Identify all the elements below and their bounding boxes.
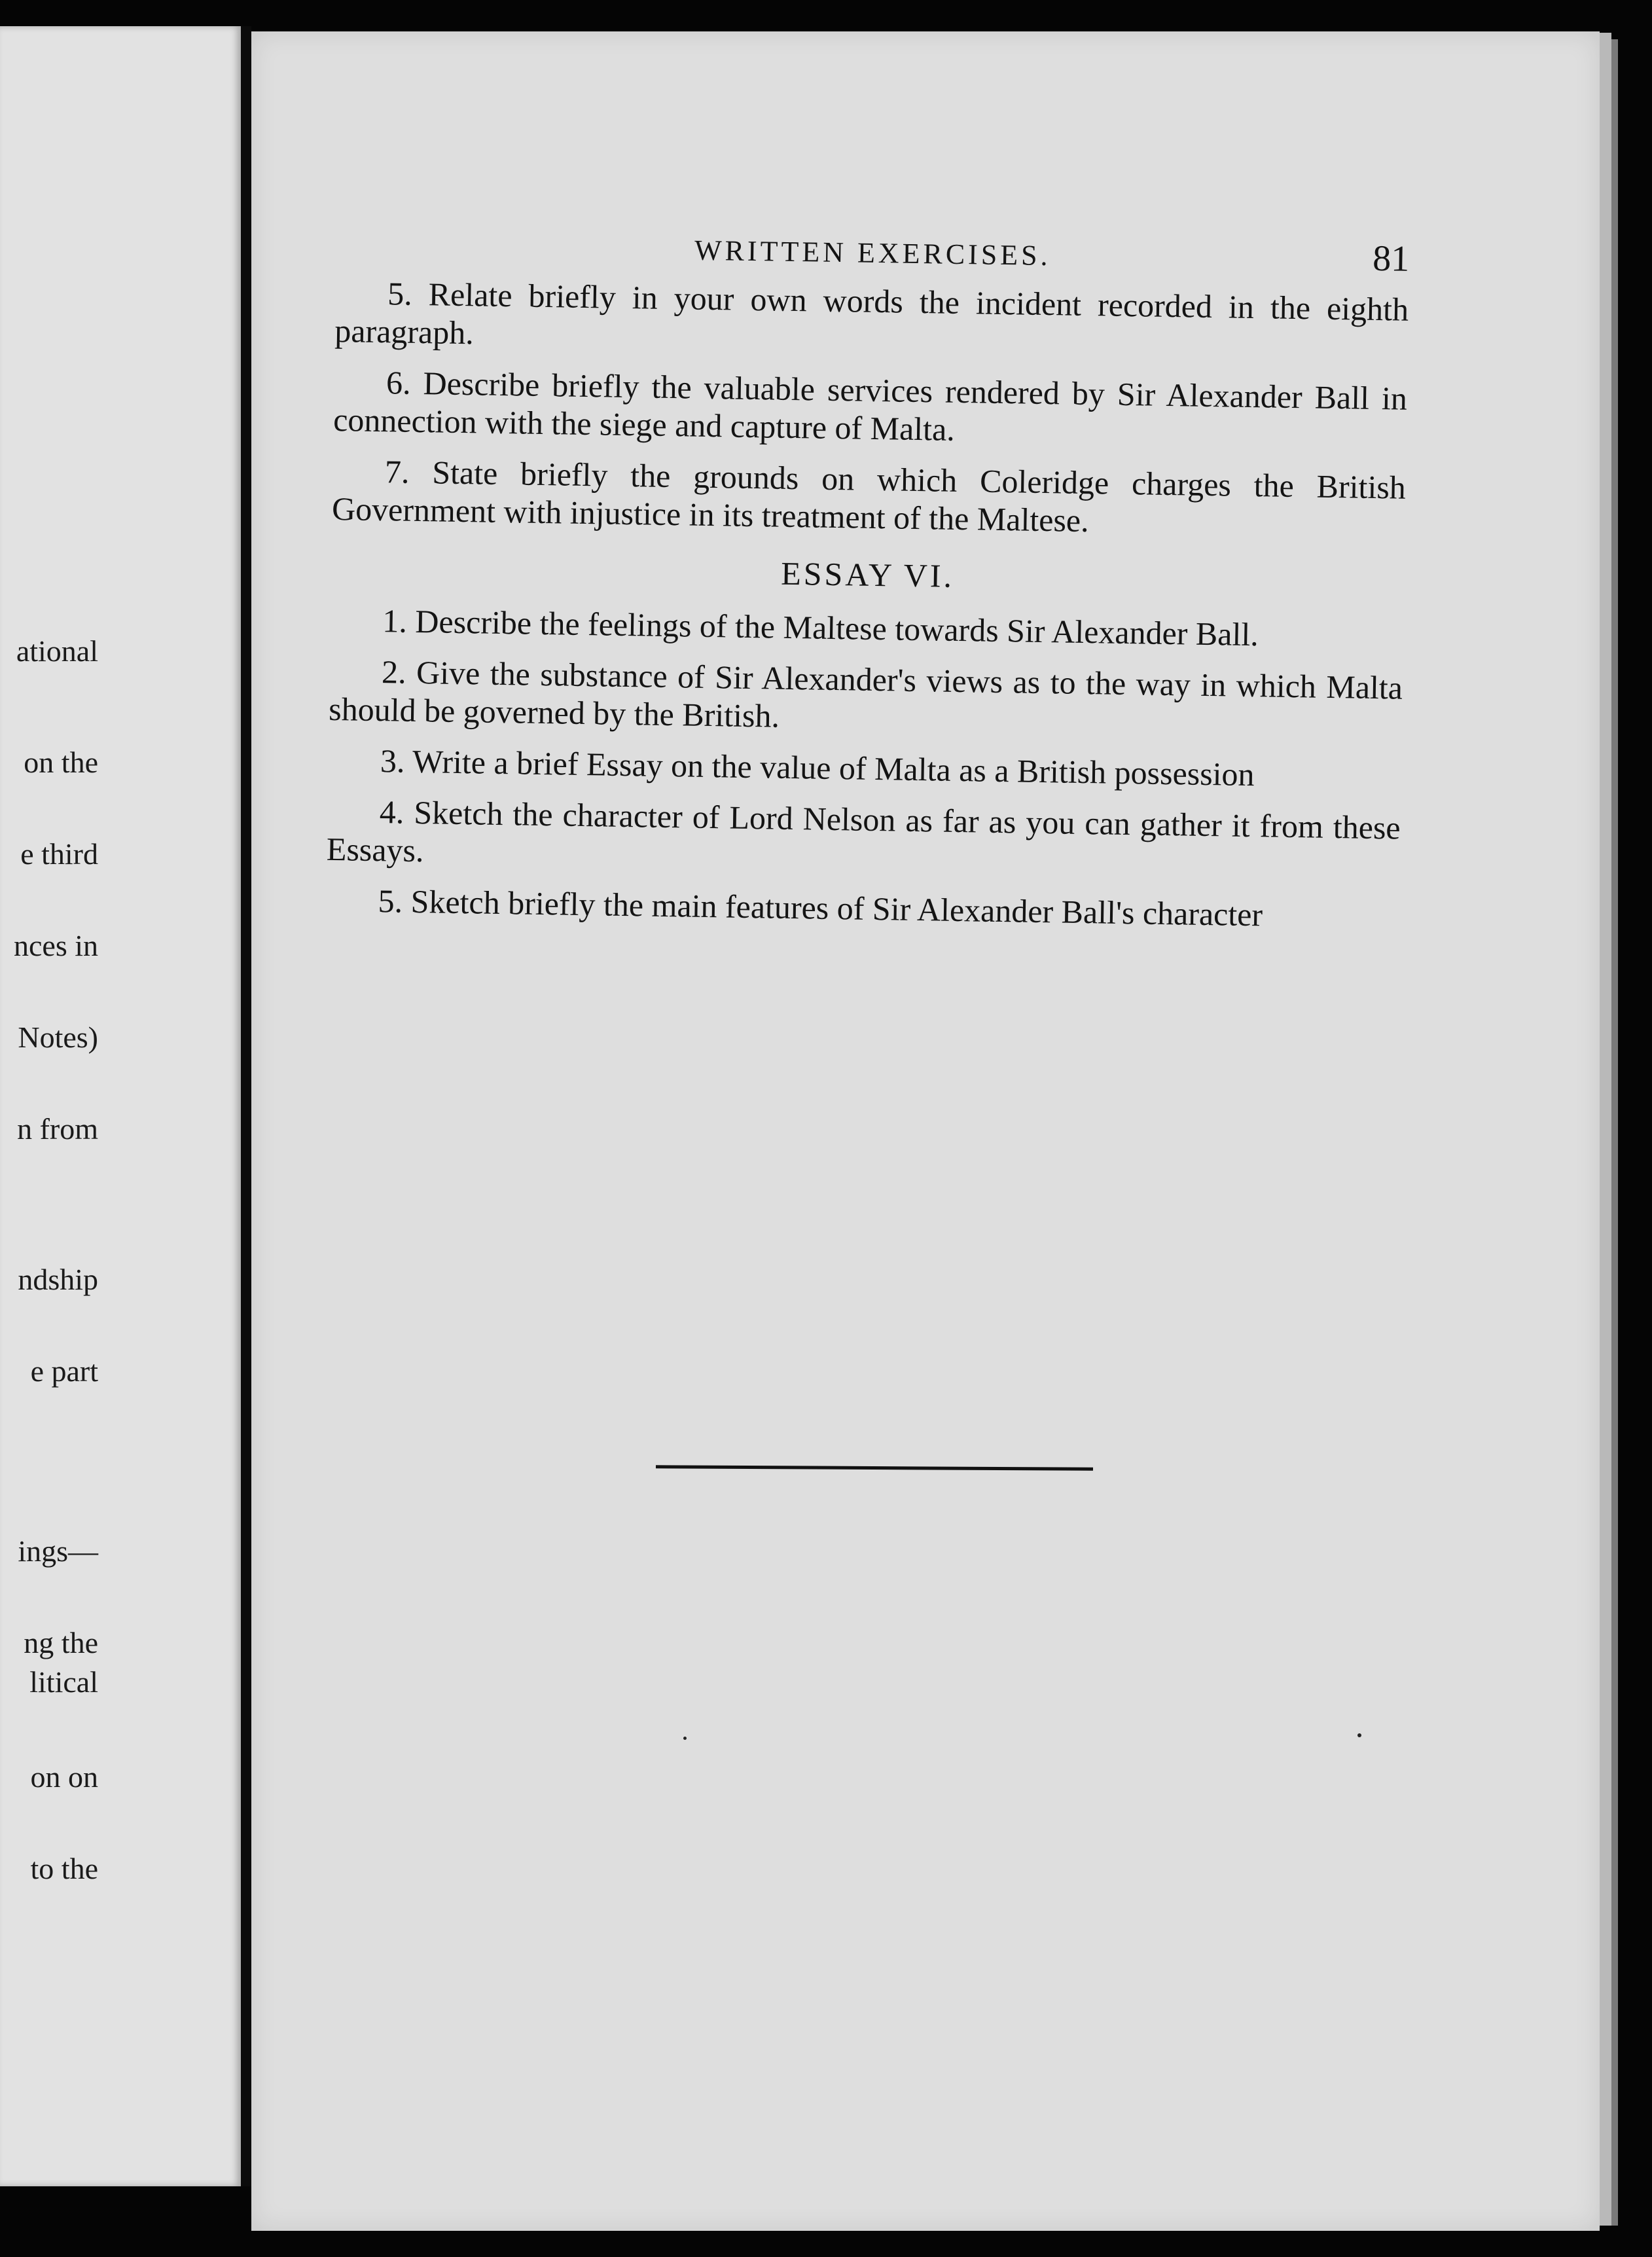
exercise-item: 5. Relate briefly in your own words the incident recorded in the eighth paragraph. (334, 275, 1409, 352)
exercise-item: 6. Describe briefly the valuable services rendered by Sir Alexander Ball in connection with the siege and capture of Malta. (332, 364, 1408, 448)
page-edge-shadow (1611, 39, 1618, 2226)
print-speck (1357, 1733, 1361, 1737)
facing-page-line: litical (29, 1665, 98, 1699)
facing-page-line: n from (17, 1112, 98, 1146)
exercise-item: 5. Sketch briefly the main features of Sir Alexander Ball's character (378, 882, 1263, 933)
book-gutter (241, 26, 251, 2186)
exercise-item: 4. Sketch the character of Lord Nelson as far as you can gather it from these Essays. (326, 793, 1401, 869)
exercise-item: 7. State briefly the grounds on which Coleridge charges the British Government with injustice in its treatment of the Maltese. (331, 453, 1407, 539)
facing-page-line: nces in (13, 929, 98, 962)
facing-page-line: e part (30, 1354, 98, 1388)
facing-page-line: e third (20, 837, 98, 871)
facing-page-line: to the (30, 1852, 98, 1885)
facing-page-line: ings— (18, 1534, 98, 1568)
facing-page-line: ndship (18, 1263, 98, 1296)
exercise-item: 1. Describe the feelings of the Maltese towards Sir Alexander Ball. (382, 602, 1259, 653)
page-content (325, 221, 1410, 949)
facing-page-line: ational (16, 634, 98, 668)
facing-page-line: on on (30, 1760, 98, 1794)
facing-page-line: on the (24, 746, 98, 779)
section-heading: ESSAY VI. (780, 554, 955, 594)
running-head-title: WRITTEN EXERCISES. (694, 234, 1052, 272)
book-page (251, 31, 1600, 2231)
facing-page-line: Notes) (18, 1020, 98, 1054)
exercise-item: 2. Give the substance of Sir Alexander's views as to the way in which Malta should be governed by the British. (328, 653, 1403, 734)
facing-page-line: ng the (24, 1626, 98, 1659)
page-number: 81 (1372, 238, 1410, 280)
page-edge (1600, 33, 1611, 2226)
print-speck (683, 1737, 687, 1740)
facing-page (0, 26, 241, 2186)
exercise-item: 3. Write a brief Essay on the value of Malta as a British possession (380, 742, 1255, 793)
